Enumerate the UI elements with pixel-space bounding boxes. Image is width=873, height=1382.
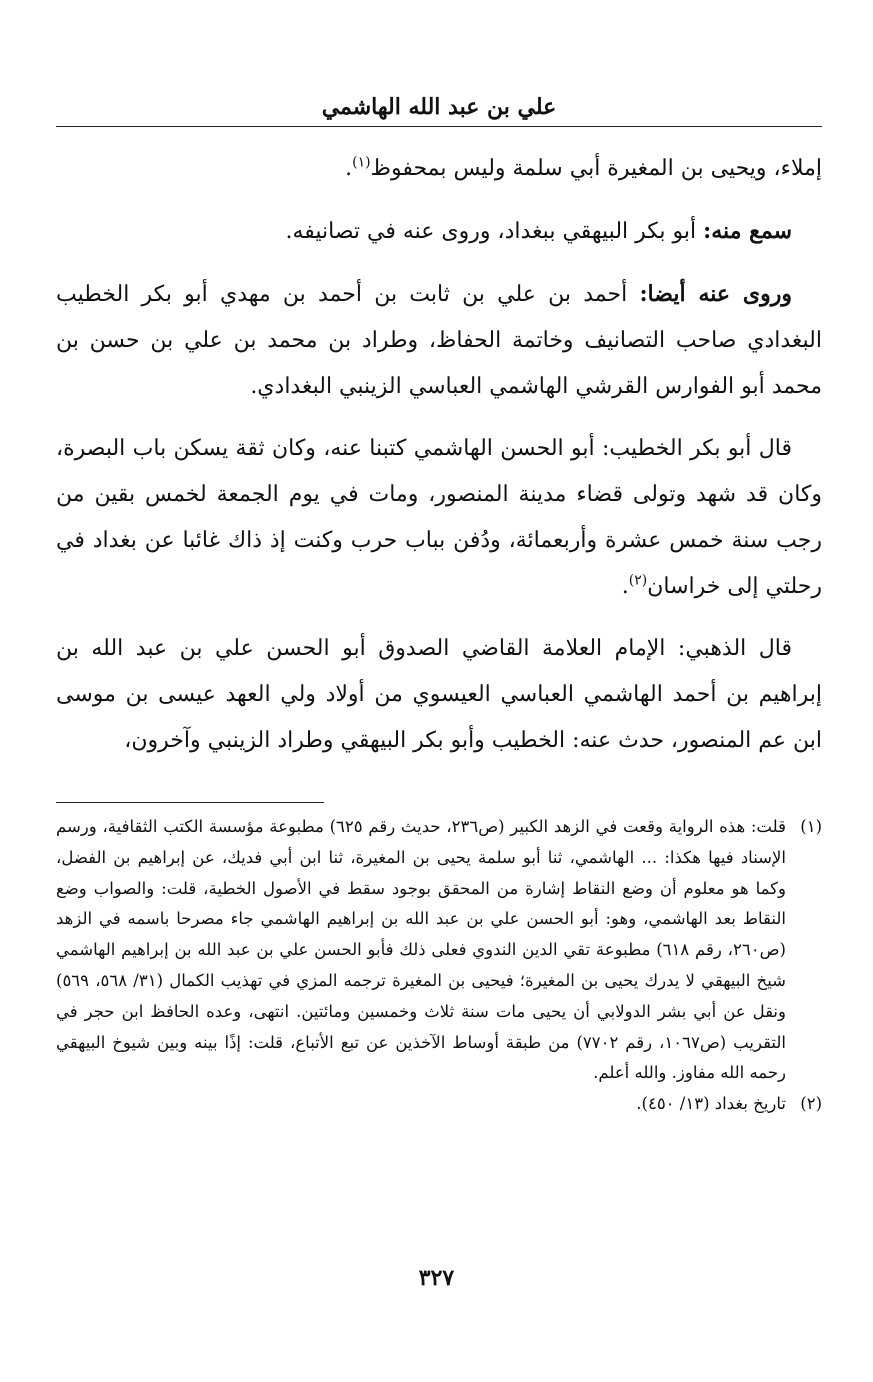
paragraph-4-end: . bbox=[621, 574, 629, 599]
header-divider bbox=[56, 126, 822, 127]
footnote-1 bbox=[56, 812, 822, 1089]
main-text bbox=[56, 146, 822, 780]
paragraph-2-text: أبو بكر البيهقي ببغداد، وروى عنه في تصانيفه. bbox=[285, 219, 704, 244]
paragraph-5-text: قال الذهبي: الإمام العلامة القاضي الصدوق أبو الحسن علي بن عبد الله بن إبراهيم بن أحمد الهاشمي العباسي العيسوي من أولاد ولي العهد عيسى بن موسى ابن عم المنصور، حدث عنه: الخطيب وأبو بكر البيهقي وطراد الزينبي وآخرون، bbox=[56, 636, 822, 753]
paragraph-2-lead: سمع منه: bbox=[703, 218, 792, 244]
footnote-2 bbox=[56, 1089, 822, 1120]
paragraph-4-text: قال أبو بكر الخطيب: أبو الحسن الهاشمي كتبنا عنه، وكان ثقة يسكن باب البصرة، وكان قد شهد وتولى قضاء مدينة المنصور، ومات في يوم الجمعة لخمس بقين من رجب سنة خمس عشرة وأربعمائة، ودُفن بباب حرب وكنت إذ ذاك غائبا عن بغداد في رحلتي إلى خراسان bbox=[56, 436, 822, 599]
footnote-2-text: تاريخ بغداد (١٣/ ٤٥٠). bbox=[636, 1094, 786, 1114]
paragraph-5 bbox=[56, 626, 822, 764]
paragraph-1-text: إملاء، ويحيى بن المغيرة أبي سلمة وليس بمحفوظ bbox=[370, 156, 822, 181]
paragraph-3 bbox=[56, 271, 822, 410]
footnote-ref-2[interactable]: (٢) bbox=[628, 572, 648, 589]
paragraph-3-text: أحمد بن علي بن ثابت بن أحمد بن مهدي أبو بكر الخطيب البغدادي صاحب التصانيف وخاتمة الحفاظ، وطراد بن محمد بن علي بن حسن بن محمد أبو الفوارس القرشي الهاشمي العباسي الزينبي البغدادي. bbox=[56, 282, 822, 399]
footnote-ref-1[interactable]: (١) bbox=[352, 154, 371, 171]
footnotes bbox=[56, 812, 822, 1120]
paragraph-1-end: . bbox=[345, 156, 353, 181]
footnote-1-number: (١) bbox=[800, 817, 822, 836]
page-number: ٣٢٧ bbox=[418, 1265, 455, 1291]
paragraph-4 bbox=[56, 426, 822, 610]
paragraph-1 bbox=[56, 146, 822, 192]
footnote-2-number: (٢) bbox=[800, 1094, 822, 1114]
running-title: علي بن عبد الله الهاشمي bbox=[321, 94, 557, 120]
footnote-divider bbox=[56, 802, 324, 803]
paragraph-2 bbox=[56, 208, 822, 255]
paragraph-3-lead: وروى عنه أيضا: bbox=[639, 281, 793, 307]
footnote-1-text: قلت: هذه الرواية وقعت في الزهد الكبير (ص٢٣٦، حديث رقم ٦٢٥) مطبوعة مؤسسة الكتب الثقافية، ورسم الإسناد فيها هكذا: ... الهاشمي، ثنا أبو سلمة يحيى بن المغيرة، ثنا ابن أبي فديك، عن إبراهيم بن الفضل، وكما هو معلوم أن وضع النقاط إشارة من المحقق بوجود سقط في الأصول الخطية، قلت: والصواب وضع النقاط بعد الهاشمي، وهو: أبو الحسن علي بن عبد الله بن إبراهيم الهاشمي جاء مصرحا باسمه في الزهد (ص٢٦٠، رقم ٦١٨) مطبوعة تقي الدين الندوي فعلى ذلك فأبو الحسن علي بن عبد الله بن إبراهيم الهاشمي شيخ البيهقي لا يدرك يحيى بن المغيرة؛ فيحيى بن المغيرة ترجمه المزي في تهذيب الكمال (٣١/ ٥٦٨، ٥٦٩) ونقل عن أبي بشر الدولابي أن يحيى مات سنة ثلاث وخمسين ومائتين. انتهى، وعده الحافظ ابن حجر في التقريب (ص١٠٦٧، رقم ٧٧٠٢) من طبقة أوساط الآخذين عن تبع الأتباع، قلت: إذًا بينه وبين شيوخ البيهقي رحمه الله مفاوز. والله أعلم. bbox=[56, 817, 787, 1083]
